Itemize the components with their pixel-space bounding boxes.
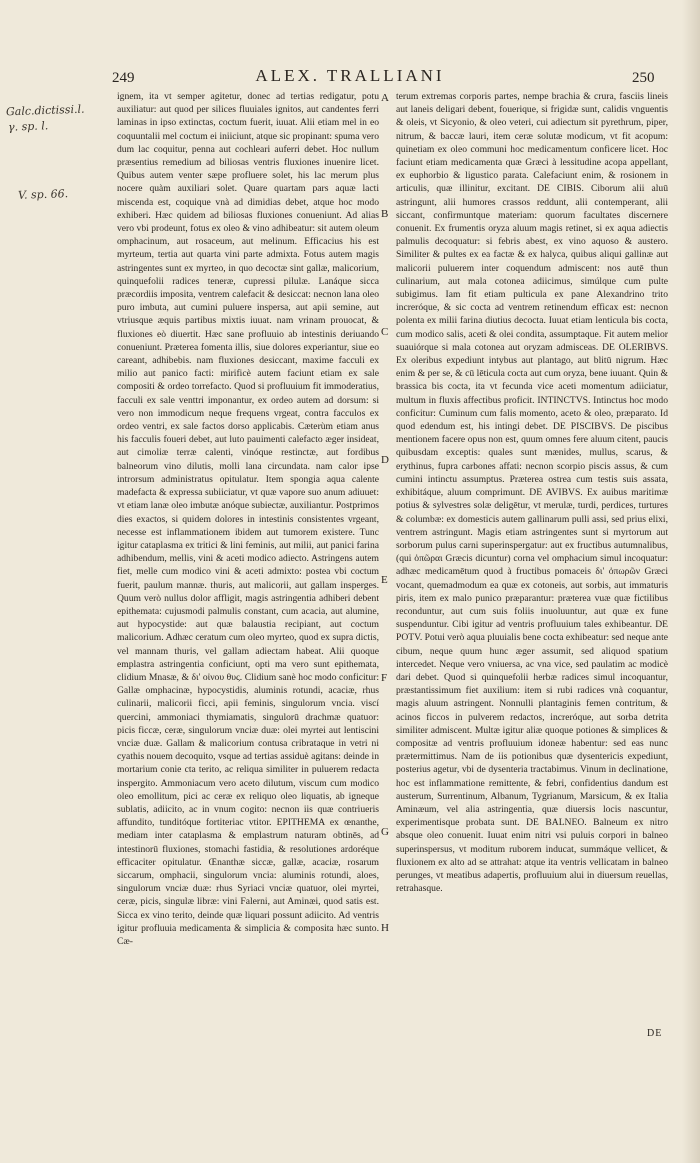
section-letter: D bbox=[381, 454, 389, 466]
margin-note: Galc.dictissi.l. bbox=[5, 102, 85, 119]
catchword: DE bbox=[647, 1028, 663, 1039]
page-number-left: 249 bbox=[112, 70, 135, 86]
margin-note: γ. sp. l. bbox=[7, 119, 49, 134]
section-letter: E bbox=[381, 574, 388, 586]
section-letter: B bbox=[381, 208, 389, 220]
section-letter: C bbox=[381, 326, 389, 338]
right-column-text: terum extremas corporis partes, nempe brachia & crura, fasciis lineis aut laneis deligari debent, fouerique, si frigidæ sunt, calidis vnguentis & oleis, vt Sicyonio, & oleo veteri, cui adiectum sit pyrethrum, piper, nitrum, & baccæ lauri, item ceræ solutæ modicum, vt fit acopum: quinetiam ex oleo communi hoc medicamentum conficere licet. Hoc faciunt etiam medicamenta quæ Græci à lessitudine acopa appellant, ex euphorbio & ligustico parata. Calefaciunt enim, & rosionem in articulis, quæ illinitur, excitant. DE CIBIS. Ciborum alii aluū astringunt, alii humores crassos reddunt, alii contemperant, alii siccant, confirmuntque materiam: quorum facultates discernere conuenit. Ex frumentis oryza aluum magis retinet, si ex aqua adiectis palmulis decoquatur: si febris abest, ex vino aquoso & austero. Similiter & pultes ex ea factæ & ex halyca, quibus aliqui gallinæ aut malicorii puluerem inter coquendum admiscent: nos autē thun culinarium, aut mala cotonea adiicimus, simúlque cum pulte subigimus. Iam fit etiam pulticula ex pane Alexandrino trito increróque, & sic cocta ad ventrem retinendum efficax est: necnon polenta ex milii farina diutius decocta. Iuuat etiam lenticula bis cocta, cum modico salis, aceti & olei condita, assumptaque. Fit autem melior suauiórque si mala cotonea aut oryzam admisceas. DE OLERIBVS. Ex oleribus expediunt intybus aut plantago, aut blitū nigrum. Hæc enim & per se, & cū lēticula cocta aut cum oryza, bene iuuant. Quin & brassica bis cocta, ita vt fecunda vice aceti momentum adiiciatur, multum in fluxis affectibus proficit. INTINCTVS. Intinctus hoc modo conficitur: Cuminum cum falis momento, aceto & oleo, præparato. Id quod edendum est, his intingi debet. DE PISCIBVS. De piscibus mentionem facere opus non est, quum omnes fere aluum citent, paucis quibusdam exceptis: quales sunt mænides, mullus, scarus, & erythinus, fupra carbones affati: necnon scorpio piscis assus, & cum cumini intinctu assumptus. Præterea ostrea cum testis suis assata, exhibitáque, aluum comprimunt. DE AVIBVS. Ex auibus maritimæ potius & sylvestres solæ deligētur, vt merulæ, turdi, perdices, turtures & columbæ: ex domesticis autem gallinarum pulli assi, sed prius elixi, ventrem astringunt. Magis etiam astringentes sunt si myrtorum aut sorborum pulus carni superinspergatur: aut ex fructibus autumnalibus, (qui ὀπῶραι Græcis dicuntur) corna vel omphacium simul incoquatur: adhæc medicamētum quod à fructibus pomaceis δι' ὀπωρῶν Græci vocant, quemadmodum ea quæ ex cotoneis, aut sorbis, aut immaturis piris, item ex malo punico præparantur: præterea vuæ quæ fictilibus reconduntur, aut cum suis foliis inuoluuntur, aut quæ ex fune suspenduntur. Cibi igitur ad ventris profluuium tales exhibeantur. DE POTV. Potui verò aqua pluuialis bene cocta exhibeatur: sed neque ante cibum, neque quum hunc æger assumit, sed aliquod spatium intercedet. Neque vero vniuersa, ac vna vice, sed paulatim ac modicè dari debet. Quod si quinquefolii herbæ radices simul incoquantur, præstantissimum fiet auxilium: item si rubi radices vnà coquantur, magis aluum astringent. Nonnulli plantaginis femen contritum, & acinos ficcos in pulverem redactos, increróque, aut sorba detrita similiter admiscent. Multæ igitur aliæ quoque potiones & simplices & compositæ ad ventris profluuium idoneæ habentur: sed eas nunc prætermittimus. Nam de iis potionibus quæ dysentericis expediunt, posterius agetur, vbi de dysenteria tractabimus. Vinum in declinatione, hoc est inflammatione remittente, & febri, confidentius dandum est austerum, Surrentinum, Albanum, Tygrianum, Marsicum, & ex Italia Aminæum, vel alia astringentia, quæ diuersis locis nascuntur, experimentisque probata sunt. DE BALNEO. Balneum ex nitro absque oleo conuenit. Iuuat enim nitri vsi puluis corpori in balneo superinspersus, vt moditum ruborem inducat, summáque vellicet, & fluxionem ex alto ad se attrahat: atque ita ventris vellicatam in balneo perunges, vt meatibus adapertis, profluuium alui in diuersum reuellas, retrahasque. bbox=[396, 91, 668, 895]
running-head: ALEX. TRALLIANI bbox=[255, 66, 445, 85]
page-number-right: 250 bbox=[632, 70, 655, 86]
section-letter: F bbox=[381, 672, 388, 684]
section-letter: A bbox=[381, 92, 389, 104]
section-letter: H bbox=[381, 922, 389, 934]
left-column-text: ignem, ita vt semper agitetur, donec ad tertias redigatur, potu auxiliatur: aut quod per silices fluuiales ignitos, aut candentes ferri laminas in ipso extinctas, coctum fuerit, iuuat. Alii etiam mel in eo coquuntalii mel coctum ei iniiciunt, atque sic propinant: spuma vero dum lac coquitur, penna aut cochleari auferri debet. Hoc nullum præsentius remedium ad biliosas ventris fluxiones inuenire licet. Quibus autem venter sæpe profluere solet, his lac merum plus nocere quàm auxiliari solet. Quare quartam pars aquæ lacti miscenda est, coquique vnà ad dimidias debet, atque hoc modo exhiberi. Hæc quidem ad biliosas fluxiones conueniunt. Ad alias vero vbi prodeunt, fotus ex oleo & vino adhibeatur: sit autem oleum omphacinum, aut rosaceum, aut melinum. Efficacius his est myrteum, tertia aut quarta vini parte admixta. Fotus autem magis astringentes sunt ex myrteo, in quo decoctæ sint gallæ, malicorium, quinquefolii radices teneræ, cupressi pilulæ. Lanáque sicca præcordiis imposita, ventrem calefacit & desiccat: necnon lana oleo puro imbuta, aut cumini puluere inspersa, aut apii semine, aut vtriusque æquis partibus mixtis iuuat. nam vrinam prouocat, & fluxiones eò diuertit. Hæc sane profluuio ab intestinis deriuando conueniunt. Præterea fomenta illis, siue dolores experiantur, siue eo careant, adhibebis. nam fluxiones desiccant, maxime facculi ex milio aut panico facti: mirificè autem faciunt etiam ex sale compositi & ordeo torrefacto. Quod si profluuium fit immoderatius, facculi ex sale venttri imponantur, ex ordeo autem ad dorsum: si vero non immodicum neque frequens vrgeat, contra facculos ex ordeo ventri, ex sale factos dorso applicabis. Cæterùm etiam anus his facculis foueri debet, aut luto pauimenti calefacto æger insideat, aut cimoliæ terræ calenti, vinóque restinctæ, aut fordibus balneorum vino dilutis, molli lana circundata. nam calor ipse introrsum administratus opitulatur. Item spongia aqua calente madefacta & expressa subiiciatur, vt quæ vapore suo anum adiuuet: vt etiam lanæ oleo imbutæ anóque subiectæ, auxiliantur. Postprimos dies exactos, si quidem dolores in intestinis consistentes vrgeant, necesse est inflammationem ibidem aut tumorem existere. Tunc igitur cataplasma ex tritici & lini feminis, aut milii, aut panici farina adhibendum, mellis, vini & aceti modico adiecto. Astringens autem fiet, melle cum modico vini & aceti admixto: postea vbi coctum fuerit, paulum mannæ. thuris, aut malicorii, aut gallam insperges. Quum verò nullus dolor affligit, magis astringentia adhiberi debent epithemata: cujusmodi palmulis constant, cum acacia, aut alumine, aut hypocystide: aut quæ balaustia recipiant, aut coctum malicorium. Adhæc ceratum cum oleo myrteo, quod ex supra dictis, vel mannam thuris, vel gallam adiectam habeat. Alii quoque emplastra astringentia conficiunt, opti ma vero sunt epithemata, clidium Mnasæ, & δι' οἰνου θυς. Clidium sanè hoc modo conficitur: Gallæ omphacinæ, hypocystidis, aluminis rotundi, acaciæ, rhus culinarii, malicorii ficci, apii feminis, singulorum vncia. viscí quercini, ammoniaci thymiamatis, singulorū drachmæ quatuor: picis ficcæ, ceræ, singulorum vnciæ duæ: olei myrtei aut lentiscini vnciæ duæ. Gallam & malicorium contusa cribrataque in vetri ni cyathis nouem decoquito, vsque ad tertias assiduè agitans: deinde in mortarium conie cta terito, ac reliqua similiter in puluerem redacta inspergito. Ammoniacum vero aceto dilutum, viscum cum modico oleo emollitum, pici ac ceræ ex reliquo oleo liquatis, ab igneque sublatis, adiicito, ac in vnum cogito: necnon iis quæ contriueris affundito, tunditóque fortiteriac vtitor. EPITHEMA ex œnanthe, mediam inter cataplasma & emplastrum naturam obtinēs, ad intestinorū fluxiones, stomachi fastidia, & resolutiones ardoréque efficaciter opitulatur. Œnanthæ siccæ, gallæ, acaciæ, rosarum siccarum, omphacii, singulorum vncia: aluminis rotundi, aloes, singulorum vnciæ duæ: rhus Syriaci vnciæ quatuor, olei myrtei, ceræ, picis, singulæ libræ: vini Falerni, aut Aminæi, quod satis est. Sicca ex vino terito, deinde quæ liquari possunt adiicito. Ad ventris igitur profluuia medicamenta & simplicia & composita hæc sunto. Cæ- bbox=[117, 91, 379, 947]
left-column bbox=[117, 90, 379, 1020]
margin-note: V. sp. 66. bbox=[17, 187, 69, 202]
right-column bbox=[396, 90, 668, 1020]
page-header bbox=[0, 62, 700, 86]
page-edge-shadow bbox=[682, 0, 700, 1163]
section-letter: G bbox=[381, 826, 389, 838]
